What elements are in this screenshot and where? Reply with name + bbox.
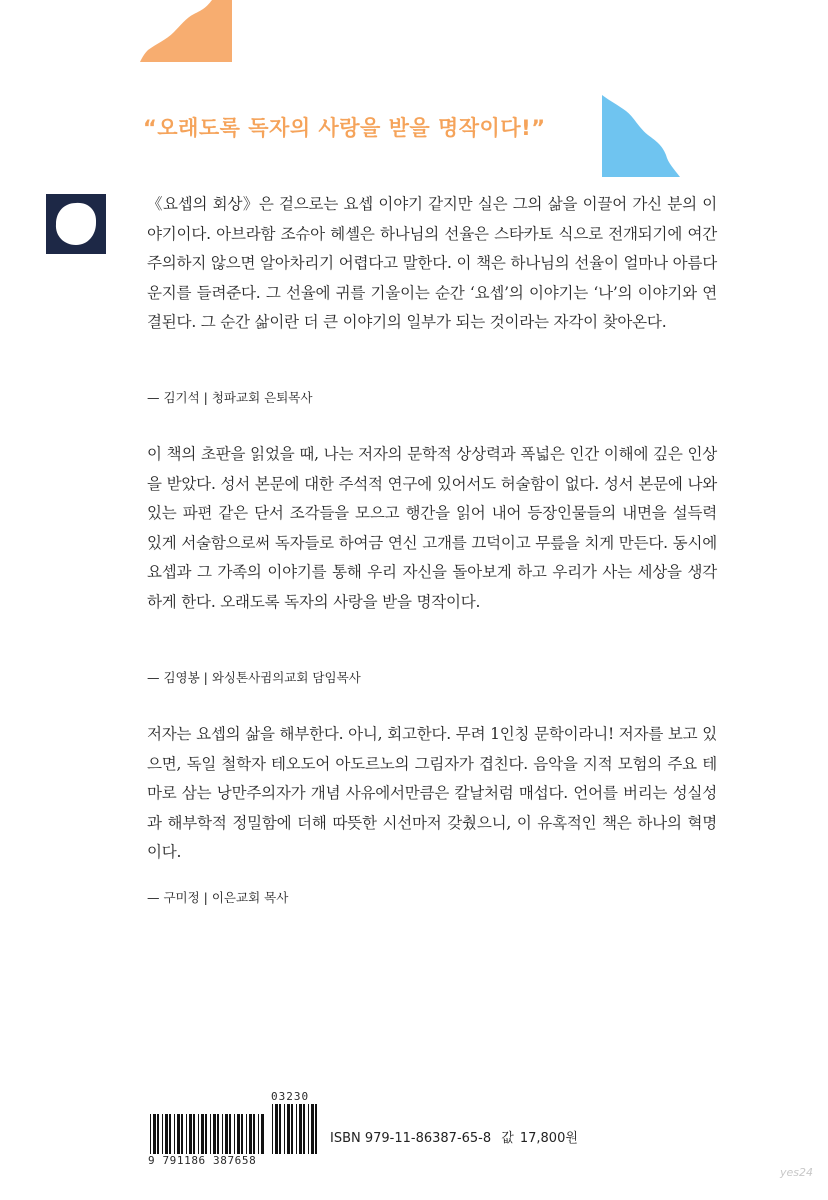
ean-digits: 9 791186 387658 [148,1154,257,1167]
price-label: 값 [501,1131,514,1146]
watermark-logo: yes24 [780,1166,814,1179]
endorsement-3-signature: — 구미정 | 이은교회 목사 [147,890,289,905]
blue-decorative-shape [600,95,682,177]
price-value: 17,800원 [519,1131,578,1146]
headline-quote: “오래도록 독자의 사랑을 받을 명작이다!” [143,116,546,140]
endorsement-1-text: 《요셉의 회상》은 겉으로는 요셉 이야기 같지만 실은 그의 삶을 이끌어 가신 분의 이야기이다. 아브라함 조슈아 헤셸은 하나님의 선율은 스타카토 식으로 전개되기에 여간 주의하지 않으면 알아차리기 어렵다고 말한다. 이 책은 하나님의 선율이 얼마나 아름다운지를 들려준다. 그 선율에 귀를 기울이는 순간 ‘요셉’의 이야기는 ‘나’의 이야기와 연결된다. 그 순간 삶이란 더 큰 이야기의 일부가 되는 것이라는 자각이 찾아온다. [147,195,717,331]
endorsement-2-text: 이 책의 초판을 읽었을 때, 나는 저자의 문학적 상상력과 폭넓은 인간 이해에 깊은 인상을 받았다. 성서 본문에 대한 주석적 연구에 있어서도 허술함이 없다. 성서 본문에 나와 있는 파편 같은 단서 조각들을 모으고 행간을 읽어 내어 등장인물들의 내면을 설득력 있게 서술함으로써 독자들로 하여금 연신 고개를 끄덕이고 무릎을 치게 만든다. 동시에 요셉과 그 가족의 이야기를 통해 우리 자신을 돌아보게 하고 우리가 사는 세상을 생각하게 한다. 오래도록 독자의 사랑을 받을 명작이다. [147,445,717,611]
addon-barcode-image [270,1104,320,1154]
isbn-price-line [330,1127,584,1146]
navy-square-with-circle [46,194,106,254]
endorsement-2-signature: — 김영봉 | 와싱톤사귐의교회 담임목사 [147,670,361,685]
endorsement-3-text: 저자는 요셉의 삶을 해부한다. 아니, 회고한다. 무려 1인칭 문학이라니! 저자를 보고 있으면, 독일 철학자 테오도어 아도르노의 그림자가 겹친다. 음악을 지적 모험의 주요 테마로 삼는 낭만주의자가 개념 사유에서만큼은 칼날처럼 매섭다. 언어를 버리는 성실성과 해부학적 정밀함에 더해 따뜻한 시선마저 갖췄으니, 이 유혹적인 책은 하나의 혁명이다. [147,725,717,861]
ean-barcode-image [148,1114,266,1154]
isbn-number: ISBN 979-11-86387-65-8 [330,1131,492,1146]
endorsement-1-signature: — 김기석 | 청파교회 은퇴목사 [147,390,313,405]
addon-code: 03230 [271,1090,310,1103]
orange-decorative-shape [140,0,232,62]
